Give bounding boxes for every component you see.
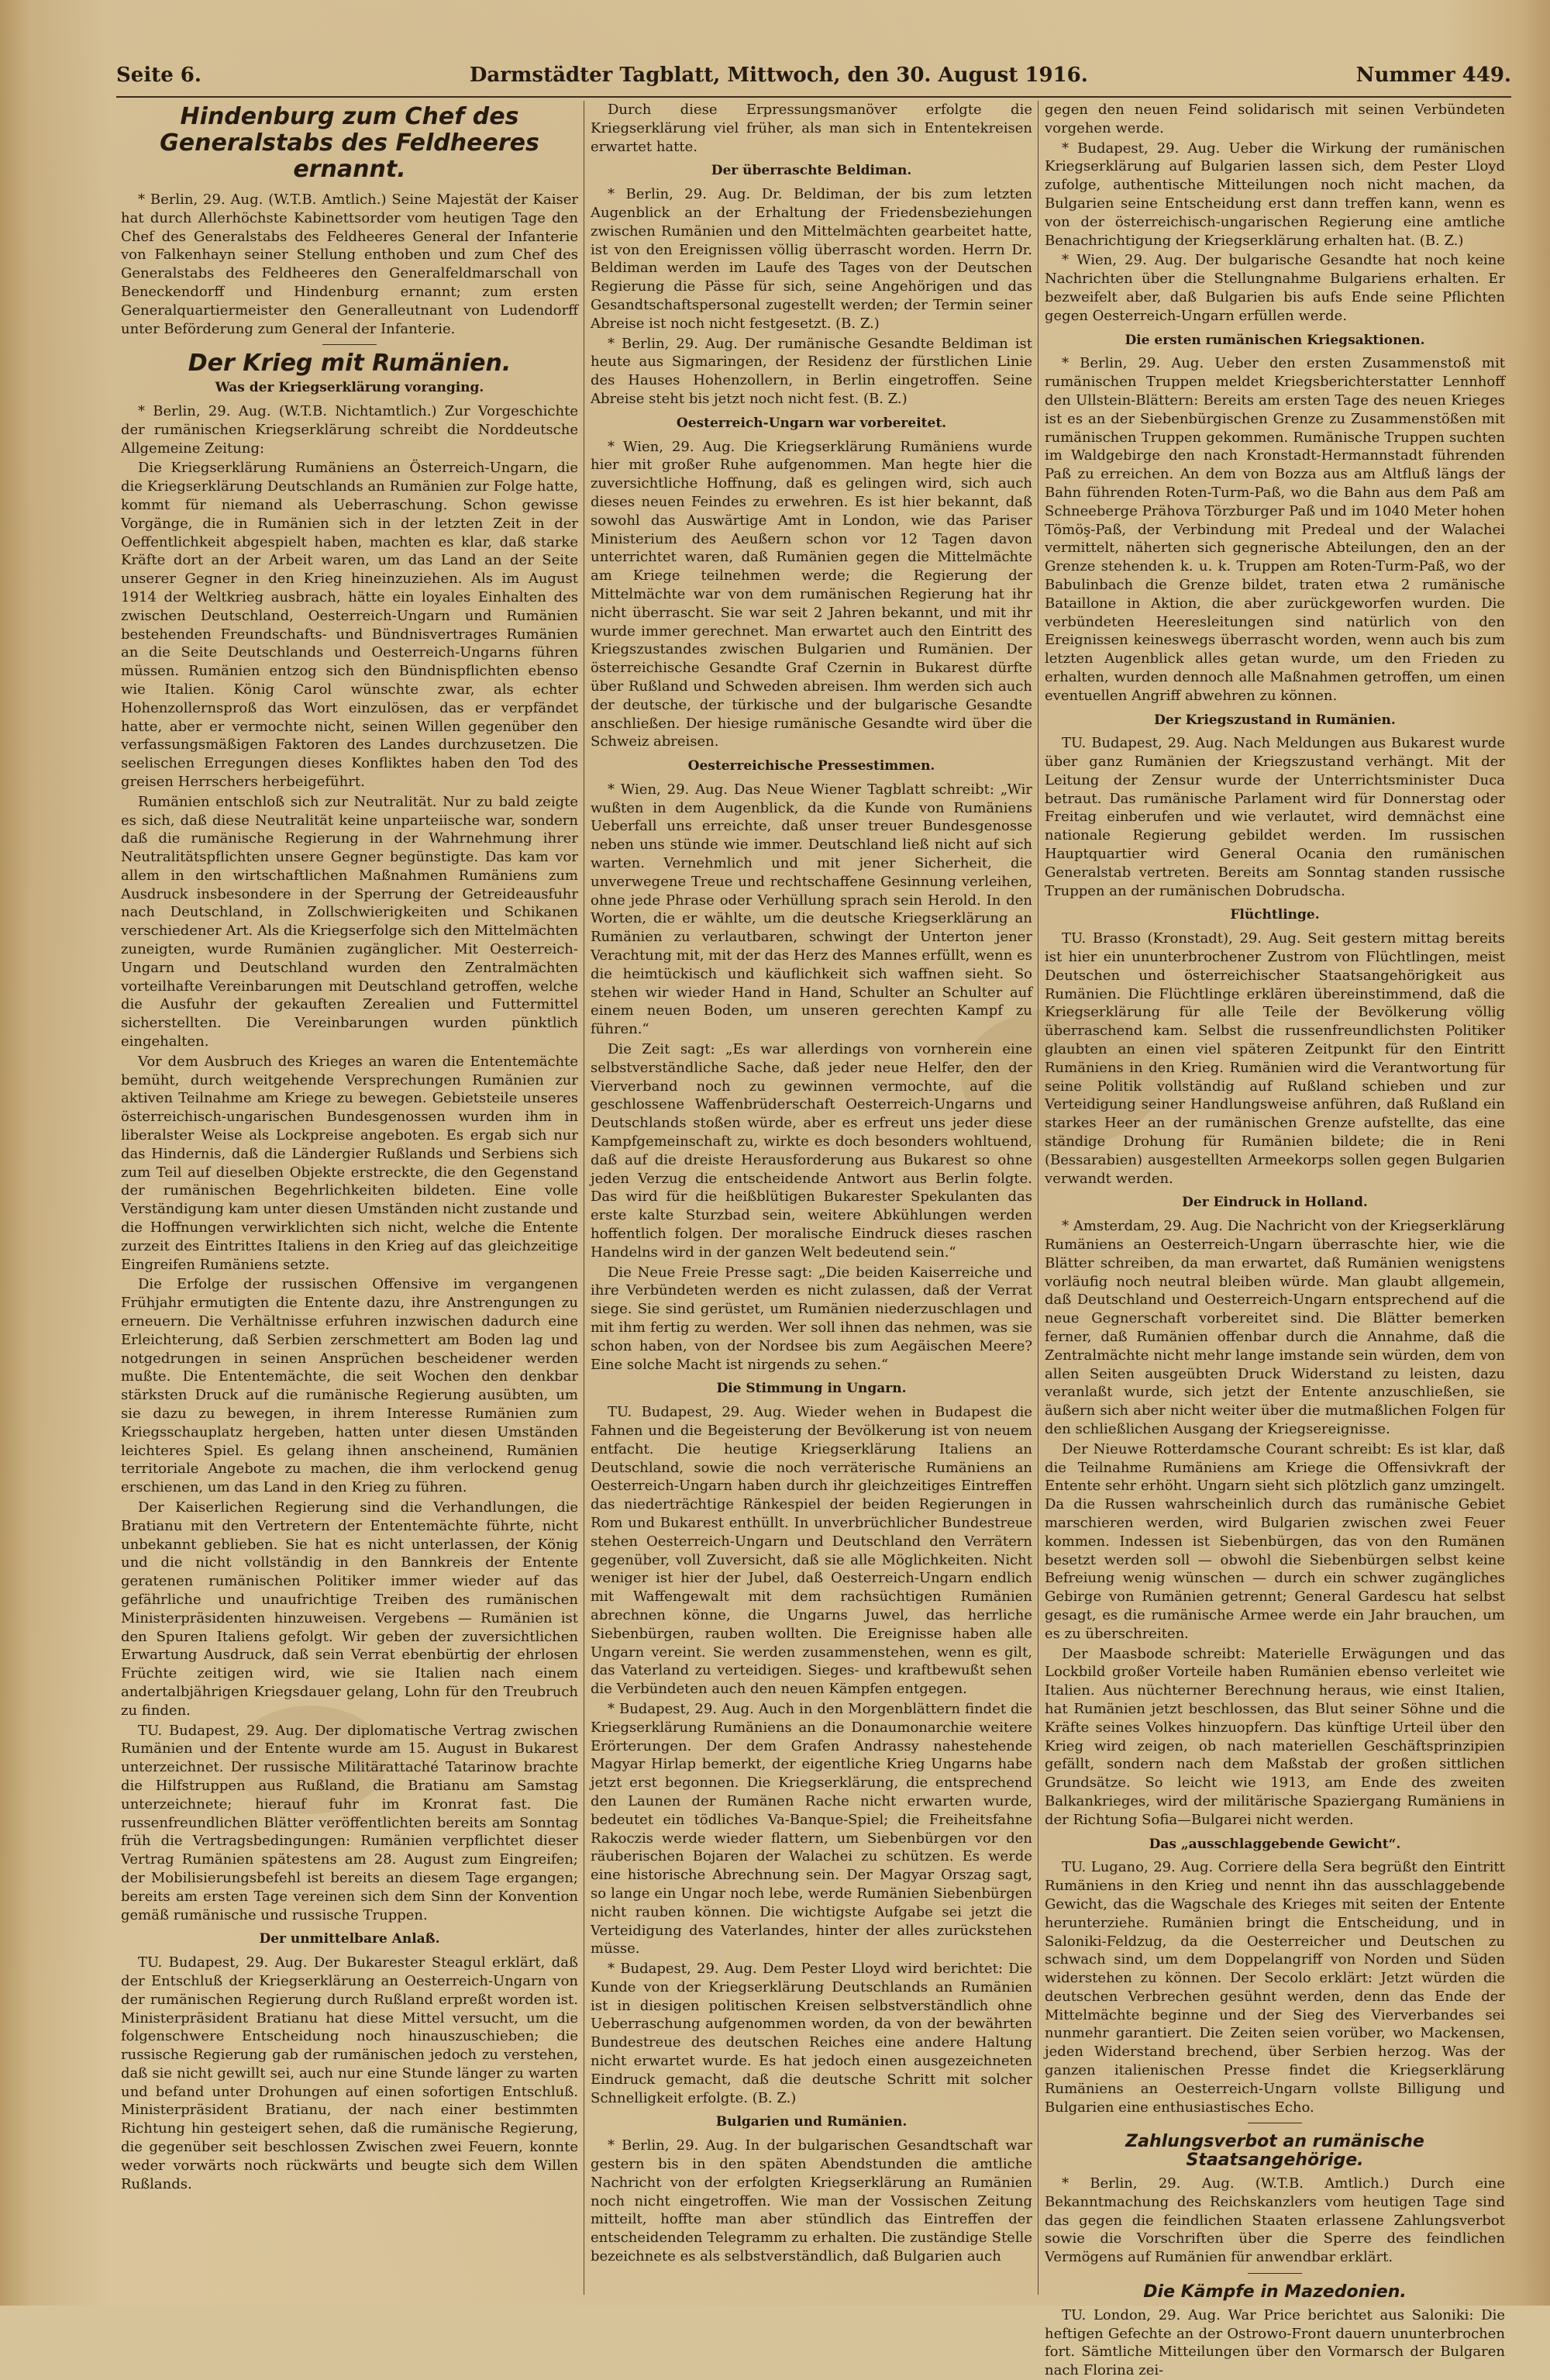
article-paragraph: Durch diese Erpressungsmanöver erfolgte die Kriegserklärung viel früher, als man sich in Ententekreisen erwartet hatte. — [591, 102, 1032, 155]
article-paragraph: TU. London, 29. Aug. War Price berichtet aus Saloniki: Die heftigen Gefechte an der Ostrowo-Front dauern ununterbrochen fort. Sämtliche Mitteilungen über den Vormarsch der Bulgaren nach Florina zei- — [1045, 2306, 1505, 2379]
page-number: Seite 6. — [116, 64, 202, 87]
article-paragraph: TU. Brasso (Kronstadt), 29. Aug. Seit gestern mittag bereits ist hier ein ununterbrochener Zustrom von Flüchtlingen, meist Deutschen und österreichischer Staatsangehörigkeit aus Rumänien. Die Flüchtlinge erklären übereinstimmend, daß die Kriegserklärung für alle Teile der Bevölkerung völlig überraschend kam. Selbst die russenfreundlichsten Politiker glaubten an einen viel späteren Zeitpunkt für den Eintritt Rumäniens in den Krieg. Rumänien wird die Verantwortung für seine Politik vollständig auf Rußland schieben und zur Verteidigung seiner Handlungsweise anführen, daß Rußland ein starkes Heer an der rumänischen Grenze aufstellte, das eine ständige Drohung für Rumänien bildete; die in Reni (Bessarabien) ausgestellten Armeekorps sollen gegen Bulgarien verwandt werden. — [1045, 930, 1505, 1187]
article-paragraph: TU. Lugano, 29. Aug. Corriere della Sera begrüßt den Eintritt Rumäniens in den Krieg und nennt ihn das ausschlaggebende Gewicht, das die Wagschale des Krieges mit seiten der Entente herunterziehe. Rumänien bringt die Entscheidung, und in Saloniki-Feldzug, da die Oesterreicher und Deutschen zu schwach sind, um dem Doppelangriff von Norden und Süden widerstehen zu können. Der Secolo erklärt: Jetzt würden die deutschen Verbrechen gesühnt werden, denn das Ende der Mittelmächte beginne und der Sieg des Vierverbandes sei nunmehr garantiert. Die Zeiten seien vorüber, wo Mackensen, jeden Widerstand brechend, über Serbien herzog. Was der ganzen italienischen Presse findet die Kriegserklärung Rumäniens an Oesterreich-Ungarn vollste Billigung und Bulgarien eine enthusiastisches Echo. — [1045, 1859, 1505, 2116]
subheading: Der Kriegszustand in Rumänien. — [1154, 712, 1396, 728]
article-paragraph: * Berlin, 29. Aug. Dr. Beldiman, der bis zum letzten Augenblick an der Erhaltung der Friedensbeziehungen zwischen Rumänien und den Mittelmächten gearbeitet hatte, ist von den Ereignissen völlig überrascht worden. Herrn Dr. Beldiman werden im Laufe des Tages von der Deutschen Regierung die Pässe für sich, seine Angehörigen und das Gesandtschaftspersonal zugestellt werden; der Termin seiner Abreise ist noch nicht festgesetzt. (B. Z.) — [591, 186, 1032, 332]
subheading: Die ersten rumänischen Kriegsaktionen. — [1125, 332, 1425, 348]
article-paragraph: Die Erfolge der russischen Offensive im vergangenen Frühjahr ermutigten die Entente dazu, ihre Anstrengungen zu erneuern. Die Verhältnisse erfuhren inzwischen dadurch eine Erleichterung, daß Serbien zerschmettert am Boden lag und notgedrungen in seinen Ansprüchen bescheidener werden mußte. Die Ententemächte, die seit Wochen den denkbar stärksten Druck auf die rumänische Regierung ausübten, um sie dazu zu bewegen, in ihrem Interesse Rumänien zum Kriegsschauplatz hergeben, hatten unter diesen Umständen leichteres Spiel. Es gelang ihnen anscheinend, Rumänien territoriale Angebote zu machen, die ihm verlockend genug erschienen, um das Land in den Krieg zu führen. — [121, 1276, 578, 1496]
column-2 — [591, 101, 1032, 2295]
article-paragraph: Der Kaiserlichen Regierung sind die Verhandlungen, die Bratianu mit den Vertretern der Ententemächte führte, nicht unbekannt geblieben. Sie hat es nicht unterlassen, der König und die nicht vollständig in den Bannkreis der Entente geratenen rumänischen Politiker immer wieder auf das gefährliche und unaufrichtige Treiben des rumänischen Ministerpräsidenten hinzuweisen. Vergebens — Rumänien ist den Spuren Italiens gefolgt. Wir geben der zuversichtlichen Erwartung Ausdruck, daß sein Verrat ebenbürtig der ehrlosen Früchte zeitigen wird, wie sie Italien nach einem andertalbjährigen Kriegsdauer gelang, Lohn für den Treubruch zu finden. — [121, 1499, 578, 1719]
column-3 — [1045, 101, 1505, 2379]
running-head — [116, 64, 1511, 95]
subheading: Flüchtlinge. — [1230, 907, 1320, 923]
article-paragraph: Die Zeit sagt: „Es war allerdings von vornherein eine selbstverständliche Sache, daß jeder neue Helfer, den der Vierverband noch zu gewinnen vermochte, auf die geschlossene Waffenbrüderschaft Oesterreich-Ungarns und Deutschlands stoßen würde, aber es erfreut uns jeder diese Kampfgemeinschaft zu, wirkte es doch besonders wohltuend, daß auf die dreiste Herausforderung aus Bukarest so ohne jeden Verzug die entscheidende Antwort aus Berlin folgte. Das wird für die heißblütigen Bukarester Spekulanten das erste kalte Sturzbad sein, weitere Abkühlungen werden hoffentlich folgen. Der moralische Eindruck dieses raschen Handelns wird in der ganzen Welt bedeutend sein.“ — [591, 1041, 1032, 1261]
article-paragraph: Die Kriegserklärung Rumäniens an Österreich-Ungarn, die die Kriegserklärung Deutschlands an Rumänien zur Folge hatte, kommt für niemand als Ueberraschung. Schon gewisse Vorgänge, die in Rumänien sich in der letzten Zeit in der Oeffentlichkeit abgespielt haben, machten es klar, daß starke Kräfte dort an der Arbeit waren, um das Land an der Seite unserer Gegner in den Krieg hineinzuziehen. Als im August 1914 der Weltkrieg ausbrach, hätte ein loyales Einhalten des zwischen Deutschland, Oesterreich-Ungarn und Rumänien bestehenden Freundschafts- und Bündnisvertrages Rumänien an die Seite Deutschlands und Oesterreich-Ungarns führen müssen. Rumänien entzog sich den Bündnispflichten ebenso wie Italien. König Carol wünschte zwar, als echter Hohenzollernsproß das Wort einzulösen, das er verpfändet hatte, aber er vermochte nicht, seinen Willen gegenüber den verfassungsmäßigen Faktoren des Landes durchzusetzen. Die seelischen Erregungen dieses Konfliktes haben den Tod des greisen Herrschers herbeigeführt. — [121, 460, 578, 790]
article-paragraph: * Wien, 29. Aug. Die Kriegserklärung Rumäniens wurde hier mit großer Ruhe aufgenommen. Man hegte hier die zuversichtliche Hoffnung, daß es gelingen wird, sich auch dieses neuen Feindes zu erwehren. Es ist hier bekannt, daß sowohl das Auswärtige Amt in London, wie das Pariser Ministerium des Aeußern schon vor 12 Tagen davon unterrichtet waren, daß Rumänien gegen die Mittelmächte am Kriege teilnehmen werde; die Regierung der Mittelmächte war von dem rumänischen Regierung hat ihr nicht überrascht. Sie war seit 2 Jahren bekannt, und mit ihr wurde immer gerechnet. Man erwartet auch den Eintritt des Kriegszustandes zwischen Bulgarien und Rumänien. Der österreichische Gesandte Graf Czernin in Bukarest dürfte über Rußland und Schweden abreisen. Ihm werden sich auch der deutsche, der türkische und der bulgarische Gesandte anschließen. Der hiesige rumänische Gesandte wird über die Schweiz abreisen. — [591, 438, 1032, 750]
subheading: Bulgarien und Rumänien. — [715, 2114, 908, 2130]
article-paragraph: * Berlin, 29. Aug. (W.T.B. Nichtamtlich.) Zur Vorgeschichte der rumänischen Kriegserklärung schreibt die Norddeutsche Allgemeine Zeitung: — [121, 402, 578, 457]
subheading: Der Eindruck in Holland. — [1182, 1195, 1368, 1211]
article-paragraph: Vor dem Ausbruch des Krieges an waren die Ententemächte bemüht, durch weitgehende Versprechungen Rumänien zur aktiven Teilnahme am Kriege zu bewegen. Gebietsteile unseres österreichisch-ungarischen Bundesgenossen wurden ihm in liberalster Weise als Lockpreise angeboten. Es ergab sich nur das Hindernis, daß die Ländergier Rußlands und Serbiens sich zum Teil auf dieselben Objekte erstreckte, die den Gegenstand der rumänischen Begehrlichkeiten bildeten. Eine volle Verständigung kam unter diesen Umständen nicht zustande und die Hoffnungen verwirklichten sich nicht, welche die Entente zurzeit des Eintrittes Italiens in den Krieg auf das gleichzeitige Eingreifen Rumäniens setzte. — [121, 1053, 578, 1273]
column-1 — [121, 101, 578, 2295]
headline-zahlungsverbot: Zahlungsverbot an rumänische Staatsangehörige. — [1125, 2132, 1424, 2171]
article-paragraph: * Wien, 29. Aug. Das Neue Wiener Tagblatt schreibt: „Wir wußten in dem Augenblick, da die Kunde von Rumäniens Ueberfall uns erreichte, daß unser treuer Bundesgenosse neben uns stünde wie immer. Deutschland ließ nicht auf sich warten. Vernehmlich und mit jener Sicherheit, die unverwegene Treue und rechtschaffene Gesinnung verleihen, ohne jede Phrase oder Verhüllung sprach sein Herold. In den Worten, die er wählte, um die deutsche Kriegserklärung an Rumänien zu verlautbaren, schwingt der Unterton jener Verachtung mit, mit der das Herz des Mannes erfüllt, wenn es die heimtückisch und käuflichkeit sich waffnen sieht. So stehen wir wieder Hand in Hand, Schulter an Schulter auf einem neuen Boden, um unseren gerechten Kampf zu führen.“ — [591, 781, 1032, 1038]
article-paragraph: * Berlin, 29. Aug. In der bulgarischen Gesandtschaft war gestern bis in den späten Abendstunden die amtliche Nachricht von der erfolgten Kriegserklärung an Rumänien noch nicht eingetroffen. Wie man der Vossischen Zeitung mitteilt, hoffte man aber stündlich das Eintreffen der entscheidenden Telegramm zu erhalten. Die zuständige Stelle bezeichnete es als selbstverständlich, daß Bulgarien auch — [591, 2137, 1032, 2265]
masthead-date: Darmstädter Tagblatt, Mittwoch, den 30. August 1916. — [469, 64, 1088, 87]
subheading: Das „ausschlaggebende Gewicht“. — [1149, 1836, 1401, 1852]
article-paragraph: TU. Budapest, 29. Aug. Wieder wehen in Budapest die Fahnen und die Begeisterung der Bevölkerung ist von neuem entfacht. Die heutige Kriegserklärung Italiens an Deutschland, sowie die noch verräterische Rumäniens an Oesterreich-Ungarn haben durch ihr gleichzeitiges Eintreffen das niederträchtige Ränkespiel der beiden Regierungen in Rom und Bukarest enthüllt. In unverbrüchlicher Bundestreue stehen Oesterreich-Ungarn und Deutschland den Verrätern gegenüber, voll Zuversicht, daß sie alle Möglichkeiten. Nicht weniger ist hier der Jubel, daß Oesterreich-Ungarn endlich mit Waffengewalt mit dem rachsüchtigen Rumänien abrechnen könne, die Ungarns Juwel, das herrliche Siebenbürgen, rauben wollten. Die Ereignisse haben alle Ungarn vereint. Sie werden zusammenstehen, wenn es gilt, das Vaterland zu verteidigen. Sieges- und kraftbewußt sehen die Verbündeten auch den neuen Kämpfen entgegen. — [591, 1404, 1032, 1698]
article-paragraph: * Wien, 29. Aug. Der bulgarische Gesandte hat noch keine Nachrichten über die Stellungnahme Bulgariens erhalten. Er bezweifelt aber, daß Bulgarien bis aufs Ende seine Pflichten gegen Oesterreich-Ungarn erfüllen werde. — [1045, 252, 1505, 324]
article-paragraph: * Berlin, 29. Aug. (W.T.B. Amtlich.) Seine Majestät der Kaiser hat durch Allerhöchste Kabinettsorder vom heutigen Tage den Chef des Generalstabs des Feldheeres General der Infanterie von Falkenhayn seiner Stellung enthoben und zum Chef des Generalstabs des Feldheeres den Generalfeldmarschall von Beneckendorff und Hindenburg ernannt; zum ersten Generalquartiermeister den Generalleutnant von Ludendorff unter Beförderung zum General der Infanterie. — [121, 191, 578, 337]
article-paragraph: Rumänien entschloß sich zur Neutralität. Nur zu bald zeigte es sich, daß diese Neutralität keine unparteiische war, sondern daß die rumänische Regierung in der Wahrnehmung ihrer Neutralitätspflichten unsere Gegner begünstigte. Das kam vor allem in den wirtschaftlichen Maßnahmen Rumäniens zum Ausdruck insbesondere in der Sperrung der Getreideausfuhr nach Deutschland, in Zollschwierigkeiten und Schikanen verschiedener Art. Als die Kriegserfolge sich den Mittelmächten zuneigten, wurde Rumänien zugänglicher. Mit Oesterreich-Ungarn und Deutschland wurden den Zentralmächten vorteilhafte Vereinbarungen mit Deutschland getroffen, welche die Ausfuhr der gekauften Zerealien und Futtermittel sicherstellten. Die Vereinbarungen wurden pünktlich eingehalten. — [121, 793, 578, 1050]
article-paragraph: * Berlin, 29. Aug. Der rumänische Gesandte Beldiman ist heute aus Sigmaringen, der Residenz der fürstlichen Linie des Hauses Hohenzollern, in Berlin eingetroffen. Seine Abreise steht bis jetzt noch nicht fest. (B. Z.) — [591, 335, 1032, 407]
article-paragraph: TU. Budapest, 29. Aug. Nach Meldungen aus Bukarest wurde über ganz Rumänien der Kriegszustand verhängt. Mit der Leitung der Zensur wurde der Unterrichtsminister Duca betraut. Das rumänische Parlament wird für Donnerstag oder Freitag einberufen und wie verlautet, wird demnächst eine nationale Regierung gebildet werden. Im russischen Hauptquartier wird General Ocania den rumänischen Generalstab vertreten. Bereits am Sonntag standen russische Truppen an der rumänischen Dobrudscha. — [1045, 735, 1505, 899]
subheading: Was der Kriegserklärung voranging. — [215, 380, 484, 396]
article-paragraph: * Berlin, 29. Aug. (W.T.B. Amtlich.) Durch eine Bekanntmachung des Reichskanzlers vom heutigen Tage sind das gegen die feindlichen Staaten erlassene Zahlungsverbot sowie die Vorschriften über die Sperre des feindlichen Vermögens auf Rumänien für anwendbar erklärt. — [1045, 2175, 1505, 2266]
subheading: Die Stimmung in Ungarn. — [716, 1381, 907, 1397]
article-paragraph: * Amsterdam, 29. Aug. Die Nachricht von der Kriegserklärung Rumäniens an Oesterreich-Ungarn überraschte hier, wie die Blätter schreiben, da man erwartet, daß Rumänien wenigstens vorläufig noch neutral bleiben würde. Man glaubt allgemein, daß Deutschland und Oesterreich-Ungarn entsprechend auf die neue Gegnerschaft vorbereitet sind. Die Blätter bemerken ferner, daß Rumänien offenbar durch die Annahme, daß die Zentralmächte nicht mehr lange imstande sein würden, dem von allen Seiten ausgeübten Druck Widerstand zu leisten, dazu veranlaßt wurde, sich jetzt der Entente anzuschließen, sie äußern sich aber nicht weiter über die mutmaßlichen Folgen für den schließlichen Ausgang der Kriegsereignisse. — [1045, 1218, 1505, 1437]
header-rule — [116, 96, 1511, 98]
article-paragraph: Der Nieuwe Rotterdamsche Courant schreibt: Es ist klar, daß die Teilnahme Rumäniens am Kriege die Offensivkraft der Entente sehr erhöht. Ungarn sieht sich plötzlich ganz umzingelt. Da die Russen wahrscheinlich durch das rumänische Gebiet marschieren werden, wird Bulgarien zwischen zwei Feuer kommen. Indessen ist Siebenbürgen, das von den Rumänen besetzt werden soll — obwohl die Siebenbürgen selbst keine Befreiung wenig wünschen — durch ein schwer zugängliches Gebirge von Rumänien getrennt; General Gardescu hat selbst gesagt, es die rumänische Armee werde ein Jahr brauchen, um es zu überschreiten. — [1045, 1440, 1505, 1642]
subheading: Der unmittelbare Anlaß. — [259, 1931, 440, 1947]
subheading: Der überraschte Beldiman. — [711, 163, 912, 179]
headline-hindenburg: Hindenburg zum Chef des Generalstabs des Feldheeres ernannt. — [160, 103, 539, 183]
section-rule — [322, 344, 377, 345]
headline-krieg-rumaenien: Der Krieg mit Rumänien. — [188, 350, 512, 378]
section-rule — [1248, 2273, 1302, 2274]
article-paragraph: TU. Budapest, 29. Aug. Der Bukarester Steagul erklärt, daß der Entschluß der Kriegserklärung an Oesterreich-Ungarn von der rumänischen Regierung durch Rußland erpreßt worden ist. Ministerpräsident Bratianu hat diese Mittel versucht, um die folgenschwere Entscheidung noch hinauszuschieben; die russische Regierung gab der rumänischen jedoch zu verstehen, daß sie nicht gewillt sei, auch nur eine Stunde länger zu warten und befand unter Drohungen auf einen sofortigen Entschluß. Ministerpräsident Bratianu, der nach einer bestimmten Richtung hin gesteigert sehen, daß die rumänische Regierung, die gegenüber seit beschlossen Zwischen zwei Feuern, konnte weder vorwärts noch rückwärts und beugte sich dem Willen Rußlands. — [121, 1954, 578, 2192]
article-paragraph: * Berlin, 29. Aug. Ueber den ersten Zusammenstoß mit rumänischen Truppen meldet Kriegsberichterstatter Lennhoff den Ullstein-Blättern: Bereits am ersten Tage des neuen Krieges ist es an der Siebenbürgischen Grenze zu Zusammenstößen mit rumänischen Truppen gekommen. Rumänische Truppen suchten im Waldgebirge den nach Kronstadt-Hermannstadt führenden Paß zu erreichen. An dem von Bozza aus am Altfluß längs der Bahn führenden Roten-Turm-Paß, wo die Bahn aus dem Paß am Schneeberge Prähova Törzburger Paß und im 1040 Meter hohen Tömöş-Paß, der Verbindung mit Predeal und der Walachei vermittelt, näherten sich gegnerische Abteilungen, den an der Grenze stehenden k. u. k. Truppen am Roten-Turm-Paß, wo der Babulinbach die Grenze bildet, traten etwa 2 rumänische Bataillone in Aktion, die aber zurückgeworfen wurden. Die verbündeten Heeresleitungen sind natürlich von den Ereignissen keineswegs überrascht worden, wenn auch bis zum letzten Augenblick alles getan wurde, um den Frieden zu erhalten, wurden dennoch alle Maßnahmen getroffen, um einen eventuellen Angriff abwehren zu können. — [1045, 355, 1505, 704]
article-paragraph: gegen den neuen Feind solidarisch mit seinen Verbündeten vorgehen werde. — [1045, 102, 1505, 136]
subheading: Oesterreichische Pressestimmen. — [687, 758, 935, 774]
article-paragraph: Die Neue Freie Presse sagt: „Die beiden Kaiserreiche und ihre Verbündeten werden es nicht zulassen, daß der Verrat siege. Sie sind gerüstet, um Rumänien niederzuschlagen und mit ihm fertig zu werden. Wer soll ihnen das nehmen, was sie schon haben, von der Nordsee bis zum Aegäischen Meere? Eine solche Macht ist nirgends zu sehen.“ — [591, 1264, 1032, 1373]
subheading: Oesterreich-Ungarn war vorbereitet. — [676, 415, 947, 431]
article-paragraph: * Budapest, 29. Aug. Dem Pester Lloyd wird berichtet: Die Kunde von der Kriegserklärung Deutschlands an Rumänien ist in diesigen politischen Kreisen selbstverständlich ohne Ueberraschung aufgenommen worden, da von der bewährten Bundestreue des deutschen Reiches eine andere Haltung nicht erwartet wurde. Es hat jedoch einen ausgezeichneten Eindruck gemacht, daß die deutsche Schritt mit solcher Schnelligkeit erfolgte. (B. Z.) — [591, 1961, 1032, 2106]
article-paragraph: * Budapest, 29. Aug. Ueber die Wirkung der rumänischen Kriegserklärung auf Bulgarien lassen sich, dem Pester Lloyd zufolge, authentische Mitteilungen noch nicht machen, da Bulgarien seine Entscheidung erst dann treffen kann, wenn es von der österreichisch-ungarischen Regierung eine amtliche Benachrichtigung der Kriegserklärung erhalten hat. (B. Z.) — [1045, 140, 1505, 249]
article-paragraph: * Budapest, 29. Aug. Auch in den Morgenblättern findet die Kriegserklärung Rumäniens an die Donaumonarchie weitere Erörterungen. Der dem Grafen Andrassy nahestehende Magyar Hirlap bemerkt, der eigentliche Krieg Ungarns habe jetzt erst begonnen. Die Kriegserklärung, die entsprechend den Launen der Rumänen Rache nicht erwarten wurde, bedeutet ein tödliches Va-Banque-Spiel; die Freiheitsfahne Rakoczis werde wieder flattern, um Siebenbürgen vor den räuberischen Bojaren der Walachei zu schützen. Es werde eine historische Abrechnung sein. Der Magyar Orszag sagt, so lange ein Ungar noch lebe, werde Rumänien Siebenbürgen nicht rauben können. Die wichtigste Aufgabe sei jetzt die Verteidigung des Vaterlandes, hinter der alles zurückstehen müsse. — [591, 1700, 1032, 1957]
issue-number: Nummer 449. — [1355, 64, 1511, 87]
article-paragraph: Der Maasbode schreibt: Materielle Erwägungen und das Lockbild großer Vorteile haben Rumänien ebenso verleitet wie Italien. Aus nüchterner Berechnung heraus, wie einst Italien, hat Rumänien jetzt beschlossen, das Blut seiner Söhne und die Kräfte seines Volkes hinzuopfern. Das künftige Urteil über den Krieg wird zeigen, ob nach materiellen Geschäftsprinzipien gefällt, sondern nach dem Maßstab der großen sittlichen Grundsätze. So leicht wie 1913, am Ende des zweiten Balkankrieges, wird der militärische Spaziergang Rumäniens in der Richtung Sofia—Bulgarei nicht werden. — [1045, 1645, 1505, 1828]
article-paragraph: TU. Budapest, 29. Aug. Der diplomatische Vertrag zwischen Rumänien und der Entente wurde am 15. August in Bukarest unterzeichnet. Der russische Militärattaché Tatarinow brachte die Hilfstruppen aus Rußland, die Bratianu am Samstag unterzeichnete; hierauf fuhr im Kronrat fast. Die russenfreundlichen Blätter veröffentlichten bereits am Sonntag früh die Vertragsbedingungen: Rumänien verpflichtet dieser Vertrag Rumänien spätestens am 28. August zum Eingreifen; der Mobilisierungsbefehl ist bereits an diesem Tage ergangen; bereits am ersten Tage vereinen sich dem Sinn der Konvention gemäß rumänische und russische Truppen. — [121, 1722, 578, 1923]
headline-mazedonien: Die Kämpfe in Mazedonien. — [1143, 2282, 1407, 2302]
